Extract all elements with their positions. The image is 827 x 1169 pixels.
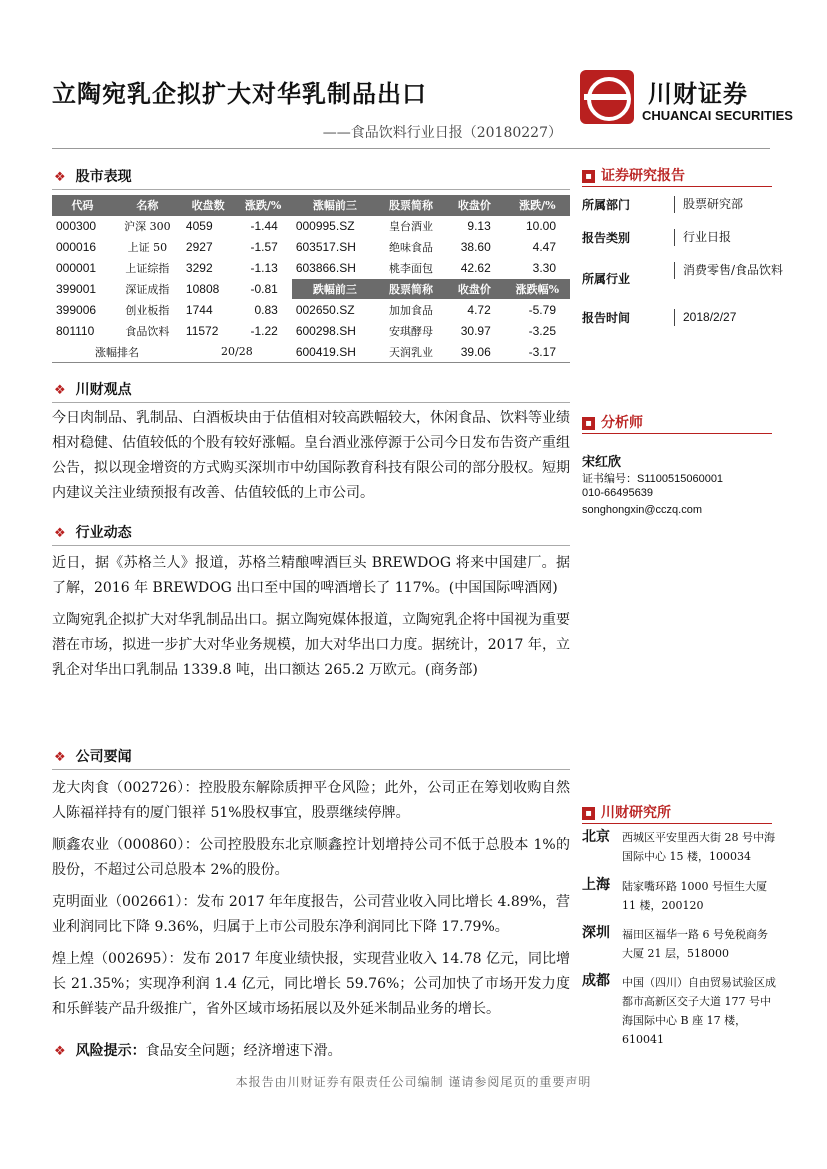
col-header: 涨幅前三	[292, 195, 378, 216]
section-divider	[52, 545, 570, 546]
address-chengdu: 中国（四川）自由贸易试验区成都市高新区交子大道 177 号中海国际中心 B 座 17 楼，610041	[622, 976, 776, 1046]
cell: 安琪酵母	[388, 324, 433, 338]
cell: 11572	[185, 323, 219, 338]
footer-disclaimer: 本报告由川财证券有限责任公司编制 谨请参阅尾页的重要声明	[235, 1075, 592, 1089]
section-company-heading: ❖ 公司要闻	[54, 749, 132, 765]
table-row	[52, 320, 570, 341]
square-bullet-icon: ▪	[582, 417, 595, 430]
cell: 38.60	[460, 240, 491, 255]
cell: 3.30	[532, 261, 556, 276]
cell: -3.25	[528, 323, 556, 338]
cell: -3.17	[505, 341, 570, 362]
table-row	[52, 279, 570, 300]
cell: 42.62	[460, 261, 491, 276]
sidebar-divider	[582, 823, 772, 824]
logo-name-en: CHUANCAI SECURITIES	[642, 108, 793, 123]
cell: 10808	[185, 282, 220, 296]
cell: 399001	[56, 282, 97, 296]
cell: 39.06	[444, 341, 505, 362]
cell: 食品饮料	[125, 324, 170, 338]
cell: 1744	[185, 302, 213, 317]
analyst-cert: 证书编号：S1100515060001	[582, 473, 724, 485]
cell: 天润乳业	[378, 341, 444, 362]
col-header: 股票简称	[378, 195, 444, 216]
cell: 600298.SH	[295, 323, 356, 338]
city-beijing: 北京	[582, 829, 610, 845]
address-shenzhen: 福田区福华一路 6 号免税商务大厦 21 层，518000	[622, 928, 768, 960]
company-news-4: 煌上煌（002695）：发布 2017 年度业绩快报，实现营业收入 14.78 亿元，同比增长 21.35%；实现净利润 1.4 亿元，同比增长 59.76%；公司加快了市场开发力度和乐鲜装产品升级推广，省外区域市场拓展以及外延米制品业务的增长。	[52, 951, 570, 1017]
company-logo	[580, 70, 793, 124]
table-row	[52, 258, 570, 279]
section-view-heading: ❖ 川财观点	[54, 382, 132, 398]
cell: 000300	[56, 219, 97, 234]
city-chengdu: 成都	[582, 973, 610, 989]
cell: 000001	[56, 261, 97, 276]
col-header: 涨跌/%	[234, 195, 291, 216]
cell: -1.57	[250, 240, 278, 255]
market-table	[52, 195, 570, 363]
industry-news-2: 立陶宛乳企拟扩大对华乳制品出口。据立陶宛媒体报道，立陶宛乳企将中国视为重要潜在市场，拟进一步扩大对华业务规模，加大对华出口力度。据统计，2017 年，立乳企对华出口乳制品 1339.8 吨，出口额达 265.2 万欧元。(商务部)	[52, 612, 570, 678]
diamond-bullet-icon: ❖	[54, 170, 66, 185]
cell: 皇台酒业	[388, 220, 433, 234]
risk-note	[54, 1040, 342, 1060]
analyst-name: 宋红欣	[582, 455, 622, 470]
city-shenzhen: 深圳	[582, 925, 610, 941]
diamond-bullet-icon: ❖	[54, 526, 66, 541]
sidebar-divider	[582, 186, 772, 187]
section-market-heading: ❖ 股市表现	[54, 169, 132, 185]
city-shanghai: 上海	[582, 877, 610, 893]
cell: 600419.SH	[292, 341, 378, 362]
cell: 4.47	[532, 240, 556, 255]
company-news-1: 龙大肉食（002726）：控股股东解除质押平仓风险；此外，公司正在筹划收购自然人陈福祥持有的厦门银祥 51%股权事宜，股票继续停牌。	[52, 780, 570, 821]
table-row	[52, 299, 570, 320]
section-divider	[52, 189, 570, 190]
cell: -1.44	[250, 219, 278, 234]
cell: 0.83	[254, 302, 278, 317]
section-industry-heading: ❖ 行业动态	[54, 525, 132, 541]
logo-mark-icon	[580, 70, 634, 124]
analyst-heading: ▪ 分析师	[582, 412, 643, 432]
page-subtitle: ——食品饮料行业日报（20180227）	[322, 125, 562, 141]
col-header: 收盘价	[444, 279, 505, 300]
company-paragraphs	[52, 776, 570, 1029]
view-paragraph: 今日肉制品、乳制品、白酒板块由于估值相对较高跌幅较大，休闲食品、饮料等业绩相对稳健、估值较低的个股有较好涨幅。皇台酒业涨停源于公司今日发布告资产重组公告，拟以现金增资的方式购买深圳市中幼国际教育科技有限公司的部分股权。短期内建议关注业绩预报有改善、估值较低的上市公司。	[52, 410, 570, 501]
report-industry-row: 所属行业 消费零售/食品饮料	[582, 262, 782, 298]
company-news-2: 顺鑫农业（000860）：公司控股股东北京顺鑫控计划增持公司不低于总股本 1%的股份，不超过公司总股本 2%的股份。	[52, 837, 570, 878]
analyst-phone: 010-66495639	[582, 487, 653, 499]
diamond-bullet-icon: ❖	[54, 383, 66, 398]
report-type-row: 报告类别 行业日报	[582, 229, 782, 247]
cell: 加加食品	[388, 303, 433, 317]
logo-name-cn: 川财证券	[648, 80, 748, 108]
risk-label: 风险提示：	[75, 1043, 146, 1059]
col-header: 跌幅前三	[292, 279, 378, 300]
col-header: 股票简称	[378, 279, 444, 300]
cell: 603866.SH	[295, 261, 356, 276]
diamond-bullet-icon: ❖	[54, 1044, 66, 1059]
industry-news-1: 近日，据《苏格兰人》报道，苏格兰精酿啤酒巨头 BREWDOG 将来中国建厂。据了解，2016 年 BREWDOG 出口至中国的啤酒增长了 117%。(中国国际啤酒网)	[52, 555, 570, 596]
cell: 002650.SZ	[295, 302, 355, 317]
cell: 4059	[185, 219, 213, 234]
col-header: 收盘数	[182, 195, 234, 216]
square-bullet-icon: ▪	[582, 807, 595, 820]
cell: -5.79	[528, 302, 556, 317]
cell: 2927	[185, 240, 213, 255]
cell: 30.97	[460, 323, 491, 338]
report-info-heading: ▪ 证券研究报告	[582, 165, 685, 185]
cell: 创业板指	[125, 303, 170, 317]
cell: 沪深 300	[124, 220, 171, 234]
cell: 000995.SZ	[295, 219, 355, 234]
square-bullet-icon: ▪	[582, 170, 595, 183]
table-header-row	[52, 195, 570, 216]
page-title: 立陶宛乳企拟扩大对华乳制品出口	[52, 79, 427, 108]
address-beijing: 西城区平安里西大街 28 号中海国际中心 15 楼，100034	[622, 831, 775, 863]
cell: 9.13	[467, 219, 491, 234]
section-divider	[52, 402, 570, 403]
cell: 000016	[56, 240, 97, 255]
table-row	[52, 341, 570, 362]
section-divider	[52, 769, 570, 770]
cell: -1.13	[250, 261, 278, 276]
cell: 上证 50	[127, 241, 168, 255]
cell: 桃李面包	[388, 262, 433, 276]
rank-label: 涨幅排名	[52, 341, 182, 362]
col-header: 收盘价	[444, 195, 505, 216]
cell: 绝味食品	[388, 241, 433, 255]
institute-heading: ▪ 川财研究所	[582, 802, 671, 822]
table-row	[52, 237, 570, 258]
cell: 深证成指	[125, 283, 170, 296]
rank-value: 20/28	[182, 341, 292, 362]
header-divider	[52, 148, 770, 149]
table-row	[52, 216, 570, 237]
report-dept-row: 所属部门 股票研究部	[582, 196, 782, 214]
cell: 上证综指	[125, 262, 170, 276]
col-header: 代码	[52, 195, 113, 216]
col-header: 涨跌/%	[505, 195, 570, 216]
address-shanghai: 陆家嘴环路 1000 号恒生大厦 11 楼，200120	[622, 880, 767, 912]
cell: 399006	[56, 302, 97, 317]
company-news-3: 克明面业（002661）：发布 2017 年年度报告，公司营业收入同比增长 4.89%，营业利润同比下降 9.36%，归属于上市公司股东净利润同比下降 17.79%。	[52, 894, 570, 935]
industry-paragraphs	[52, 551, 570, 690]
cell: -1.22	[250, 323, 278, 338]
cell: 801110	[56, 323, 95, 338]
cell: 603517.SH	[295, 240, 356, 255]
cell: -0.81	[250, 282, 278, 296]
diamond-bullet-icon: ❖	[54, 750, 66, 765]
cell: 4.72	[467, 302, 491, 317]
cell: 3292	[185, 261, 213, 276]
cell: 10.00	[525, 219, 556, 234]
risk-text: 食品安全问题；经济增速下滑。	[145, 1043, 342, 1059]
sidebar-divider	[582, 433, 772, 434]
analyst-email[interactable]: songhongxin@cczq.com	[582, 504, 703, 516]
col-header: 名称	[113, 195, 182, 216]
col-header: 涨跌幅%	[505, 279, 570, 300]
report-time-row: 报告时间 2018/2/27	[582, 309, 782, 327]
